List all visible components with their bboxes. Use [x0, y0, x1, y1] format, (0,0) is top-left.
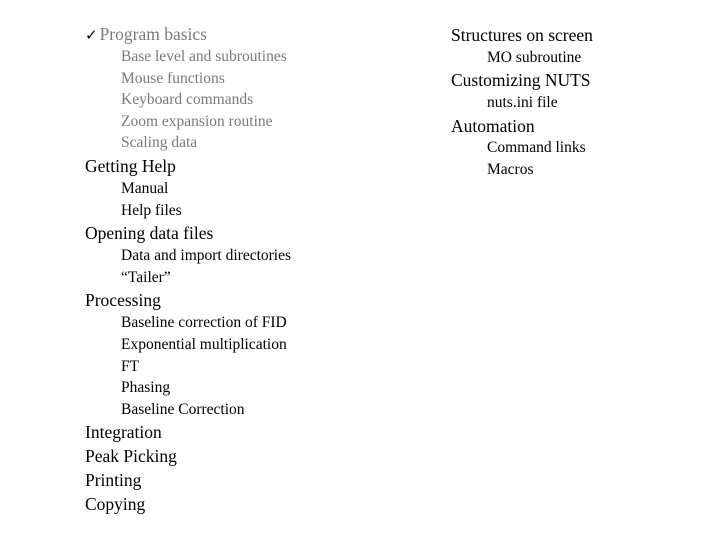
list-item: Phasing: [121, 379, 171, 396]
heading-copying: Copying: [85, 494, 146, 514]
list-item: Exponential multiplication: [121, 336, 287, 353]
list-item: Mouse functions: [121, 70, 225, 87]
heading-automation: Automation: [451, 116, 535, 136]
list-item: Base level and subroutines: [121, 48, 287, 65]
heading-program-basics-label: Program basics: [99, 24, 207, 44]
heading-program-basics: [85, 23, 207, 46]
heading-processing: Processing: [85, 290, 161, 310]
list-item: Manual: [121, 180, 169, 197]
list-item: “Tailer”: [121, 269, 171, 286]
list-item: Zoom expansion routine: [121, 113, 273, 130]
list-item: Scaling data: [121, 134, 198, 151]
heading-getting-help: Getting Help: [85, 156, 176, 176]
list-item: Baseline Correction: [121, 401, 245, 418]
list-item: nuts.ini file: [487, 94, 558, 111]
list-item: Macros: [487, 161, 534, 178]
list-item: Keyboard commands: [121, 91, 254, 108]
heading-peak-picking: Peak Picking: [85, 446, 177, 466]
heading-structures-on-screen: Structures on screen: [451, 25, 593, 45]
list-item: Help files: [121, 202, 182, 219]
list-item: Baseline correction of FID: [121, 314, 287, 331]
heading-customizing-nuts: Customizing NUTS: [451, 70, 591, 90]
heading-printing: Printing: [85, 470, 142, 490]
checkmark-icon: ✓: [85, 26, 98, 44]
list-item: FT: [121, 358, 140, 375]
heading-integration: Integration: [85, 422, 162, 442]
heading-opening-data-files: Opening data files: [85, 223, 214, 243]
list-item: Command links: [487, 139, 586, 156]
list-item: MO subroutine: [487, 49, 582, 66]
list-item: Data and import directories: [121, 247, 292, 264]
